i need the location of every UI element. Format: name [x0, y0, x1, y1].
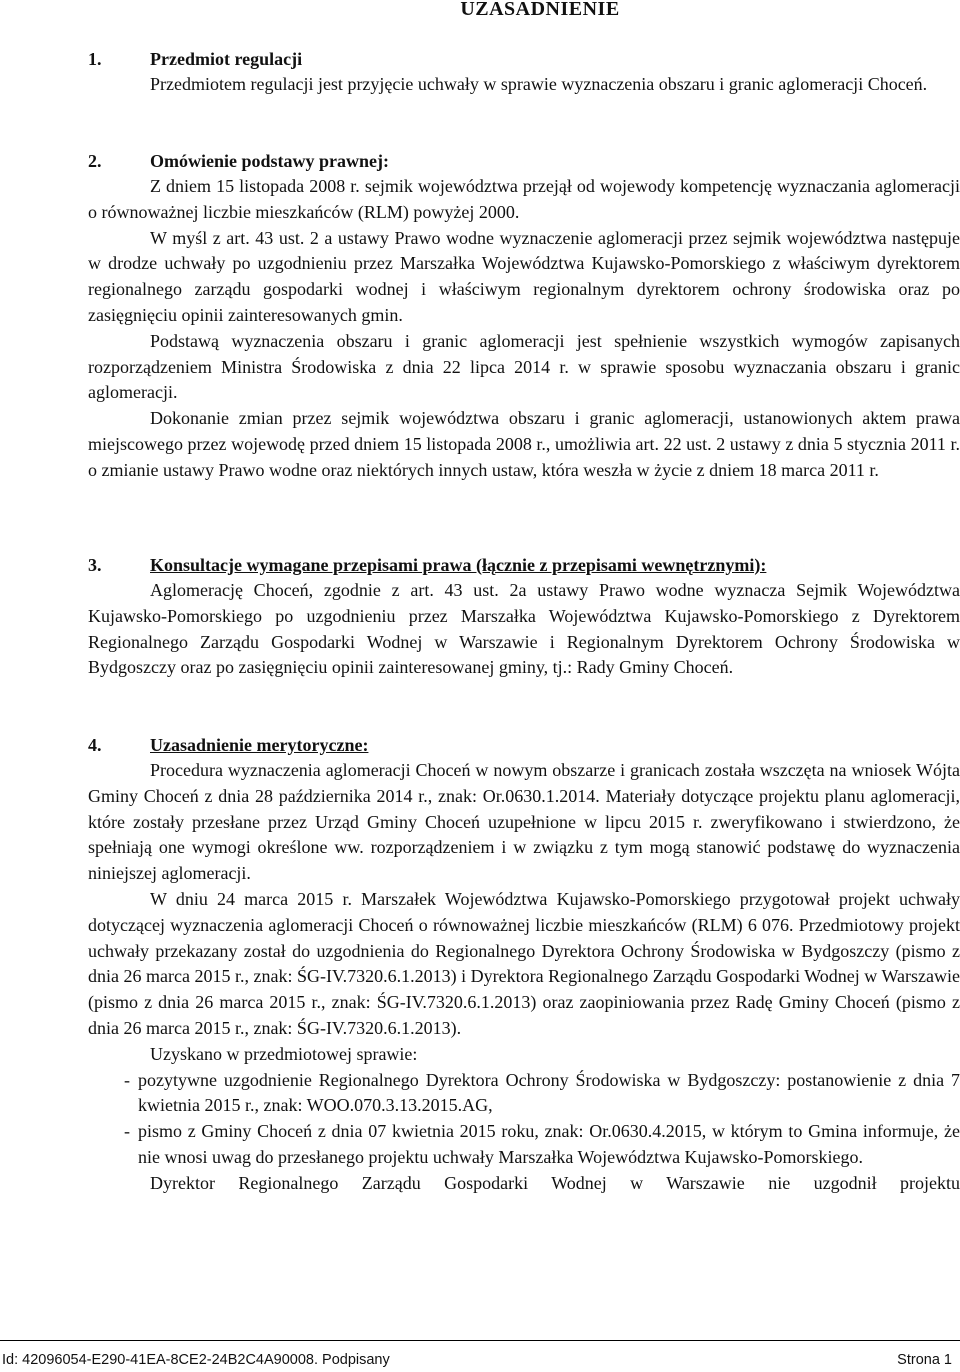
list-dash: -	[124, 1121, 130, 1142]
section-4-paragraph-2: W dniu 24 marca 2015 r. Marszałek Województwa Kujawsko-Pomorskiego przygotował projekt uchwały dotyczącej wyznaczenia aglomeracji Choceń o równoważnej liczbie mieszkańców (RLM) 6 076. Przedmiotowy projekt uchwały przekazany został do uzgodnienia do Regionalnego Dyrektora Ochrony Środowiska w Bydgoszczy (pismo z dnia 26 marca 2015 r., znak: ŚG-IV.7320.6.1.2013) i Dyrektora Regionalnego Zarządu Gospodarki Wodnej w Warszawie (pismo z dnia 26 marca 2015 r., znak: ŚG-IV.7320.6.1.2013) oraz zaopiniowania przez Radę Gminy Choceń (pismo z dnia 26 marca 2015 r., znak: ŚG-IV.7320.6.1.2013).	[88, 888, 960, 1038]
section-title: Uzasadnienie merytoryczne:	[150, 735, 369, 755]
section-number: 1.	[88, 49, 102, 69]
list-dash: -	[124, 1069, 130, 1090]
section-2-heading	[88, 148, 960, 174]
section-2-paragraph-3: Podstawą wyznaczenia obszaru i granic aglomeracji jest spełnienie wszystkich wymogów zapisanych rozporządzeniem Ministra Środowiska z dnia 22 lipca 2014 r. w sprawie sposobu wyznaczania obszaru i granic aglomeracji.	[88, 330, 960, 403]
section-1-paragraph-1: Przedmiotem regulacji jest przyjęcie uchwały w sprawie wyznaczenia obszaru i granic aglomeracji Choceń.	[150, 74, 928, 94]
list-item	[124, 1068, 960, 1120]
section-4-closing-line: Dyrektor Regionalnego Zarządu Gospodarki Wodnej w Warszawie nie uzgodnił projektu	[150, 1172, 960, 1193]
section-title: Konsultacje wymagane przepisami prawa (łącznie z przepisami wewnętrznymi):	[150, 555, 767, 575]
section-2-paragraph-1: Z dniem 15 listopada 2008 r. sejmik województwa przejął od wojewody kompetencję wyznaczania aglomeracji o równoważnej liczbie mieszkańców (RLM) powyżej 2000.	[88, 176, 960, 222]
section-4-paragraph-3: Uzyskano w przedmiotowej sprawie:	[150, 1043, 418, 1064]
document-title: UZASADNIENIE	[460, 0, 620, 20]
section-number: 3.	[88, 555, 102, 575]
section-3-heading	[88, 552, 960, 578]
list-item-text: pismo z Gminy Choceń z dnia 07 kwietnia 2015 roku, znak: Or.0630.4.2015, w którym to Gmina informuje, że nie wnosi uwag do przesłanego projektu uchwały Marszałka Województwa Kujawsko-Pomorskiego.	[138, 1121, 960, 1167]
footer-divider	[0, 1340, 960, 1341]
section-1	[88, 46, 960, 98]
list-item	[124, 1119, 960, 1171]
section-3-paragraph-1: Aglomerację Choceń, zgodnie z art. 43 ust. 2a ustawy Prawo wodne wyznacza Sejmik Województwa Kujawsko-Pomorskiego po uzgodnieniu przez Marszałka Województwa Kujawsko-Pomorskiego z Dyrektorem Regionalnego Zarządu Gospodarki Wodnej w Warszawie i Regionalnym Dyrektorem Ochrony Środowiska w Bydgoszczy oraz po zasięgnięciu opinii zainteresowanej gminy, tj.: Rady Gminy Choceń.	[88, 580, 960, 678]
section-number: 4.	[88, 735, 102, 755]
document-id: Id: 42096054-E290-41EA-8CE2-24B2C4A90008. Podpisany	[2, 1352, 390, 1368]
section-4-paragraph-1: Procedura wyznaczenia aglomeracji Choceń w nowym obszarze i granicach została wszczęta na wniosek Wójta Gminy Choceń z dnia 28 października 2014 r., znak: Or.0630.1.2014. Materiały dotyczące projektu planu aglomeracji, które zostały przesłane przez Urząd Gminy Choceń uzupełnione w lipcu 2015 r. zweryfikowano i stwierdzono, że spełniają one wymogi określone ww. rozporządzeniem i w związku z tym mogą stanowić podstawę do wyznaczenia niniejszej aglomeracji.	[88, 760, 960, 884]
section-number: 2.	[88, 151, 102, 171]
section-4	[88, 732, 960, 1197]
page-number: Strona 1	[897, 1352, 952, 1368]
page-footer	[0, 1350, 960, 1370]
section-1-heading	[88, 46, 960, 72]
section-2-paragraph-2: W myśl z art. 43 ust. 2 a ustawy Prawo wodne wyznaczenie aglomeracji przez sejmik województwa następuje w drodze uchwały po uzgodnieniu przez Marszałka Województwa Kujawsko-Pomorskiego z właściwym dyrektorem regionalnego zarządu gospodarki wodnej i właściwym regionalnym dyrektorem ochrony środowiska oraz po zasięgnięciu opinii zainteresowanych gmin.	[88, 227, 960, 325]
list-item-text: pozytywne uzgodnienie Regionalnego Dyrektora Ochrony Środowiska w Bydgoszczy: postanowienie z dnia 7 kwietnia 2015 r., znak: WOO.070.3.13.2015.AG,	[138, 1069, 960, 1116]
section-2	[88, 148, 960, 484]
section-title: Przedmiot regulacji	[150, 49, 303, 69]
section-2-paragraph-4: Dokonanie zmian przez sejmik województwa obszaru i granic aglomeracji, ustanowionych aktem prawa miejscowego przez wojewodę przed dniem 15 listopada 2008 r., umożliwia art. 22 ust. 2 ustawy z dnia 5 stycznia 2011 r. o zmianie ustawy Prawo wodne oraz niektórych innych ustaw, która weszła w życie z dniem 18 marca 2011 r.	[88, 408, 960, 480]
consultation-list	[88, 1068, 960, 1171]
section-title: Omówienie podstawy prawnej:	[150, 151, 389, 171]
section-4-heading	[88, 732, 960, 758]
section-3	[88, 552, 960, 681]
